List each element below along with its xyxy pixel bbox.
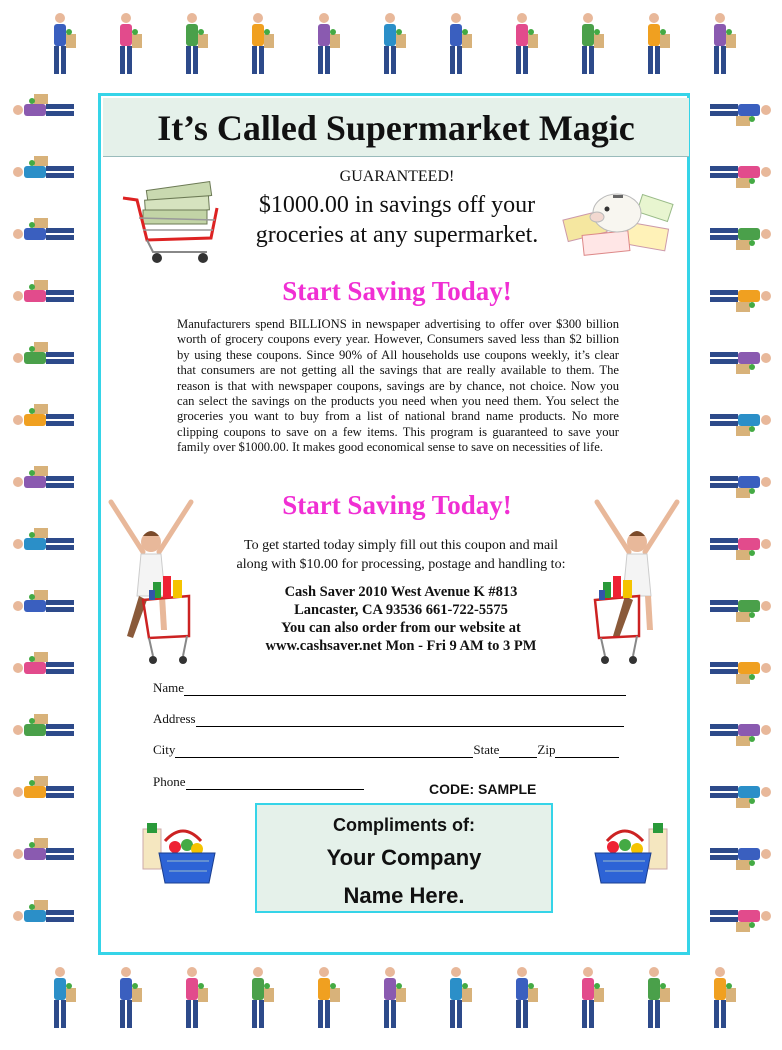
address-label: Address [153,711,196,726]
city-underline[interactable] [175,744,473,758]
address-field[interactable] [153,711,624,727]
shopper-figure-icon [450,967,472,1028]
shopper-figure-icon [710,352,771,374]
shopper-figure-icon [582,967,604,1028]
shopper-figure-icon [13,528,74,550]
shopper-woman-cart-left-icon [103,496,203,671]
shopper-figure-icon [648,967,670,1028]
shopper-figure-icon [516,13,538,74]
shopper-figure-icon [120,967,142,1028]
shopper-figure-icon [13,342,74,364]
shopper-figure-icon [714,967,736,1028]
address-line-2: Lancaster, CA 93536 661-722-5575 [294,602,508,618]
shopper-figure-icon [13,280,74,302]
city-state-zip-field[interactable] [153,742,619,758]
shopper-figure-icon [582,13,604,74]
shopper-figure-icon [318,967,340,1028]
shopper-figure-icon [13,838,74,860]
shopper-woman-cart-right-icon [589,496,689,671]
shopper-figure-icon [384,967,406,1028]
shopper-figure-icon [710,414,771,436]
shopper-figure-icon [13,404,74,426]
shopper-figure-icon [710,910,771,932]
state-label: State [473,742,500,757]
shopper-figure-icon [13,156,74,178]
shopper-figure-icon [710,166,771,188]
shopper-figure-icon [384,13,406,74]
shopper-figure-icon [710,786,771,808]
shopper-figure-icon [13,714,74,736]
shopper-figure-icon [13,590,74,612]
shopper-figure-icon [450,13,472,74]
shopper-figure-icon [13,218,74,240]
page-title: It’s Called Supermarket Magic [157,108,635,148]
shopper-figure-icon [710,662,771,684]
shopper-figure-icon [252,13,274,74]
compliments-heading: Compliments of: [333,815,475,835]
zip-label: Zip [537,742,556,757]
name-field[interactable] [153,680,626,696]
guarantee-block [101,190,693,250]
address-line-4: www.cashsaver.net Mon - Fri 9 AM to 3 PM [265,638,537,654]
company-name-line-2: Name Here. [343,883,465,908]
company-name-line-1: Your Company [326,845,482,870]
city-label: City [153,742,176,757]
shopper-figure-icon [54,967,76,1028]
shopper-figure-icon [54,13,76,74]
guarantee-heading: GUARANTEED! [339,168,455,185]
shopper-figure-icon [13,466,74,488]
shopper-figure-icon [710,290,771,312]
address-underline[interactable] [196,713,624,727]
body-paragraph: Manufacturers spend BILLIONS in newspaper advertising to offer over $300 billion worth of grocery coupons every year. However, Consumers saved less than $2 billion by using these coupons. Since 90% of All households use coupons weekly, it’s clear that consumers are not getting all the savings that are really available to them. The reason is that with newspaper coupons, savings are by chance, not choice. Now you can select the savings on the products you need when you need them. You select the groceries you want to buy from a list of national brand name products. No more clipping coupons to save on a few items. This program is guaranteed to save your family over $1000.00. It makes good economical sense to save on necessities of life. [177,317,619,455]
shopper-figure-icon [648,13,670,74]
guarantee-line-2: groceries at any supermarket. [255,222,539,248]
shopper-figure-icon [13,652,74,674]
flyer-frame [98,93,690,955]
zip-underline[interactable] [555,744,619,758]
shopper-figure-icon [318,13,340,74]
shopper-figure-icon [13,94,74,116]
phone-underline[interactable] [186,776,364,790]
shopper-figure-icon [120,13,142,74]
shopper-figure-icon [710,538,771,560]
shopper-figure-icon [13,900,74,922]
phone-label: Phone [153,774,186,789]
shopper-figure-icon [714,13,736,74]
shopper-figure-icon [252,967,274,1028]
grocery-basket-left-icon [139,821,219,891]
section-heading-2: Start Saving Today! [282,490,512,520]
title-band [103,98,689,157]
shopper-figure-icon [710,600,771,622]
instructions [211,536,591,574]
address-line-3: You can also order from our website at [281,620,521,636]
instructions-line-2: along with $10.00 for processing, postage and handling to: [236,557,566,572]
shopper-figure-icon [710,104,771,126]
guarantee-line-1: $1000.00 in savings off your [258,192,536,218]
coupon-code: CODE: SAMPLE [429,781,537,797]
instructions-line-1: To get started today simply fill out this coupon and mail [244,538,558,553]
grocery-basket-right-icon [591,821,671,891]
shopper-figure-icon [710,848,771,870]
address-line-1: Cash Saver 2010 West Avenue K #813 [284,584,518,600]
shopper-figure-icon [710,228,771,250]
shopper-figure-icon [13,776,74,798]
name-label: Name [153,680,185,695]
mailing-address [211,583,591,655]
shopper-figure-icon [516,967,538,1028]
shopper-figure-icon [710,476,771,498]
name-underline[interactable] [184,682,626,696]
shopper-figure-icon [710,724,771,746]
section-heading-1: Start Saving Today! [282,276,512,306]
state-underline[interactable] [499,744,537,758]
compliments-box [255,803,553,913]
shopper-figure-icon [186,13,208,74]
phone-field[interactable] [153,774,364,790]
shopper-figure-icon [186,967,208,1028]
